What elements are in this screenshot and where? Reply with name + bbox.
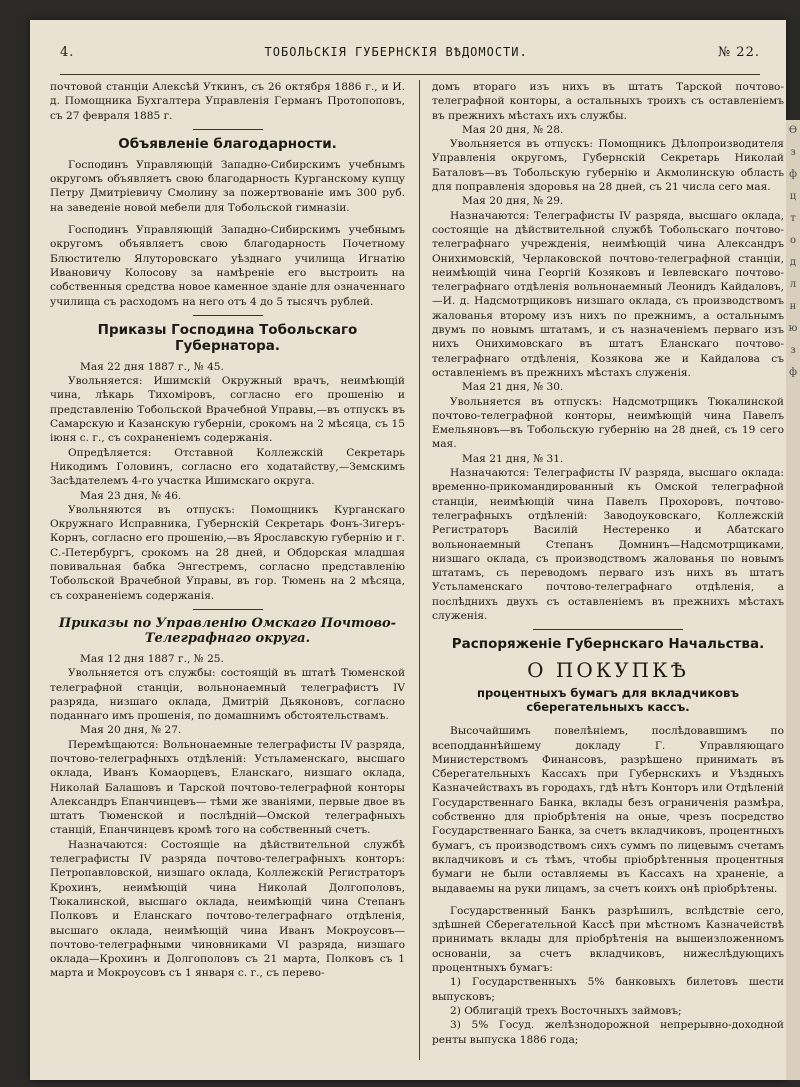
page-number: 4. xyxy=(60,44,75,60)
separator xyxy=(533,629,683,630)
paragraph: Назначаются: Телеграфисты IV разряда, высшаго оклада: временно-прикомандированный къ Омской телеграфной станціи, неимѣющій чина Павелъ Прохоровъ, почтово-телеграфныхъ отдѣленій: Заводоуковскаго, Коллежскій Регистраторъ Василій Нестеренко и Абатскаго вольнонаемный Степанъ Домнинъ—Надсмотрщиками, низшаго оклада, съ производствомъ жалованья по новымъ штатамъ, съ переводомъ перваго изъ нихъ въ штатъ Устьламенскаго почтово-телеграфнаго отдѣленія, а послѣднихъ двухъ съ оставленіемъ въ прежнихъ мѣстахъ служенія. xyxy=(432,467,784,622)
paragraph: Господинъ Управляющій Западно-Сибирскимъ учебнымъ округомъ объявляетъ свою благодарность Почетному Блюстителю Ялуторовскаго уѣзднаго училища Игнатію Ивановичу Колосову за намѣреніе его выстроить на собственныя средства новое каменное зданіе для означеннаго училища съ расходомъ на него отъ 4 до 5 тысячъ рублей. xyxy=(50,224,405,308)
separator xyxy=(193,129,263,130)
separator xyxy=(193,315,263,316)
order-date: Мая 23 дня, № 46. xyxy=(80,489,182,502)
section-heading-disposition: Распоряженіе Губернскаго Начальства. xyxy=(451,636,765,653)
paragraph: почтовой станціи Алексѣй Уткинъ, съ 26 октября 1886 г., и И. д. Помощника Бухгалтера Управленія Германъ Протопоповъ, съ 27 февраля 1885 г. xyxy=(50,81,405,122)
paragraph: Увольняются въ отпускъ: Помощникъ Курганскаго Окружнаго Исправника, Губернскій Секретарь Фонъ-Зигеръ-Корнъ, согласно его прошенію,—въ Ярославскую губернію и г. С.-Петербургъ, срокомъ на 28 дней, и Обдорская младшая повивальная бабка Энгестремъ, согласно представленію Тобольской Врачебной Управы, въ гор. Тюмень на 2 мѣсяца, съ сохраненіемъ содержанія. xyxy=(50,503,405,602)
order-date: Мая 20 дня, № 29. xyxy=(462,195,564,208)
article-title: О ПОКУПКѢ xyxy=(527,658,689,683)
order-date: Мая 12 дня 1887 г., № 25. xyxy=(80,652,224,665)
order-date: Мая 20 дня, № 28. xyxy=(462,123,564,136)
paragraph: Назначаются: Телеграфисты IV разряда, высшаго оклада, состоящіе на дѣйствительной службѣ Тобольскаго почтово-телеграфнаго учрежденія, неимѣющій чина Александръ Онихимовскій, Черлаковской почтово-телеграфной станціи, неимѣющій чина Георгій Козяковъ и Іевлевскаго почтово-телеграфнаго отдѣленія вольнонаемный Леонидъ Кайдаловъ,—И. д. Надсмотрщиковъ низшаго оклада, съ производствомъ жалованья второму изъ нихъ по прежнимъ, а остальнымъ двумъ по новымъ штатамъ, и съ назначеніемъ перваго изъ нихъ Онихимовскаго въ штатъ Еланскаго почтово-телеграфнаго отдѣленія, Козякова же и Кайдалова съ оставленіемъ въ прежнихъ мѣстахъ служенія. xyxy=(432,209,784,379)
separator xyxy=(193,609,263,610)
newspaper-title: ТОБОЛЬСКІЯ ГУБЕРНСКІЯ ВѢДОМОСТИ. xyxy=(264,45,528,59)
newspaper-page xyxy=(30,20,786,1080)
page-header xyxy=(60,30,760,75)
order-date: Мая 20 дня, № 27. xyxy=(80,724,182,737)
paragraph: Увольняется въ отпускъ: Надсмотрщикъ Тюкалинской почтово-телеграфной конторы, неимѣющій чина Павелъ Емельяновъ—въ Тобольскую губернію на 28 дней, съ 19 сего мая. xyxy=(432,395,784,451)
list-item: 1) Государственныхъ 5% банковыхъ билетовъ шести выпусковъ; xyxy=(432,976,784,1003)
paragraph: Господинъ Управляющій Западно-Сибирскимъ учебнымъ округомъ объявляетъ свою благодарность Курганскому купцу Петру Дмитріевичу Смолину за пожертвованіе имъ 300 руб. на заведеніе новой мебели для Тобольской гимназіи. xyxy=(50,158,405,214)
paragraph: Увольняется отъ службы: состоящій въ штатѣ Тюменской телеграфной станціи, вольнонаемный телеграфистъ IV разряда, низшаго оклада, Дмитрій Дьяконовъ, согласно поданнаго имъ прошенія, по домашнимъ обстоятельствамъ. xyxy=(50,667,405,723)
section-heading-orders: Приказы Господина Тобольскаго Губернатора. xyxy=(97,321,358,354)
order-date: Мая 22 дня 1887 г., № 45. xyxy=(80,360,224,373)
paragraph: домъ втораго изъ нихъ въ штатъ Тарской почтово-телеграфной конторы, а остальныхъ троихъ съ оставленіемъ въ прежнихъ мѣстахъ ихъ службы. xyxy=(432,81,784,122)
paragraph: Назначаются: Состоящіе на дѣйствительной службѣ телеграфисты IV разряда почтово-телеграфныхъ конторъ: Петропавловской, низшаго оклада, Коллежскій Регистраторъ Крохинъ, неимѣющій чина Николай Долгополовъ, Тюкалинской, высшаго оклада, неимѣющій чина Степанъ Полковъ и Еланскаго почтово-телеграфнаго отдѣленія, высшаго оклада, неимѣющій чина Иванъ Мокроусовъ—почтово-телеграфными чиновниками VI разряда, низшаго оклада—Крохинъ и Долгополовъ съ 21 марта, Полковъ съ 1 марта и Мокроусовъ съ 1 января с. г., съ перево- xyxy=(50,838,405,980)
paragraph: Перемѣщаются: Вольнонаемные телеграфисты IV разряда, почтово-телеграфныхъ отдѣленій: Устьламенскаго, высшаго оклада, Иванъ Комаорцевъ, Еланскаго, низшаго оклада, Николай Балашовъ и Тарской почтово-телеграфной конторы Александръ Епанчинцевъ— тѣми же званіями, первые двое въ штатъ Тюменской и послѣдній—Омской телеграфныхъ станцій, Епанчинцевъ кромѣ того на собственный счетъ. xyxy=(50,738,405,837)
right-column xyxy=(432,80,784,1070)
paragraph: Увольняется въ отпускъ: Помощникъ Дѣлопроизводителя Управленія округомъ, Губернскій Секретарь Николай Баталовъ—въ Тобольскую губернію и Акмолинскую область для поправленія здоровья на 28 дней, съ 21 числа сего мая. xyxy=(432,138,784,194)
adjacent-page-edge: Ѳ з ф ц т о д л н ю з ф xyxy=(786,120,800,1080)
issue-number: № 22. xyxy=(717,44,760,60)
paragraph: Высочайшимъ повелѣніемъ, послѣдовавшимъ по всеподданнѣйшему докладу Г. Управляющаго Министерствомъ Финансовъ, разрѣшено принимать въ Сберегательныхъ Кассахъ при Губернскихъ и Уѣздныхъ Казначействахъ въ городахъ, гдѣ нѣтъ Конторъ или Отдѣленій Государственнаго Банка, вклады безъ ограниченія размѣра, собственно для пріобрѣтенія на оные, чрезъ посредство Государственнаго Банка, за счетъ вкладчиковъ, процентныхъ бумагъ, съ производствомъ сихъ суммъ по лицевымъ счетамъ вкладчиковъ и съ тѣмъ, чтобы пріобрѣтенныя процентныя бумаги не были оставляемы въ Кассахъ на храненіе, а выдаваемы на руки лицамъ, за счетъ коихъ онѣ пріобрѣтены. xyxy=(432,725,784,895)
paragraph: Увольняется: Ишимскій Окружный врачъ, неимѣющій чина, лѣкарь Тихоміровъ, согласно его прошенію и представленію Тобольской Врачебной Управы,—въ отпускъ въ Самарскую и Казанскую губерніи, срокомъ на 2 мѣсяца, съ 15 іюня с. г., съ сохраненіемъ содержанія. xyxy=(50,375,405,445)
section-heading-omsk: Приказы по Управленію Омскаго Почтово-Телеграфнаго округа. xyxy=(58,615,397,646)
paragraph: Государственный Банкъ разрѣшилъ, вслѣдствіе сего, здѣшней Сберегательной Кассѣ при мѣстномъ Казначействѣ принимать вклады для пріобрѣтенія на вышеизложенномъ основаніи, за счетъ вкладчиковъ, нижеслѣдующихъ процентныхъ бумагъ: xyxy=(432,904,784,975)
article-subtitle: процентныхъ бумагъ для вкладчиковъ сберегательныхъ кассъ. xyxy=(477,686,739,715)
paragraph: Опредѣляется: Отставной Коллежскій Секретарь Никодимъ Головинъ, согласно его ходатайству,—Земскимъ Засѣдателемъ 4-го участка Ишимскаго округа. xyxy=(50,446,405,488)
list-item: 3) 5% Госуд. желѣзнодорожной непрерывно-доходной ренты выпуска 1886 года; xyxy=(432,1019,784,1046)
order-date: Мая 21 дня, № 30. xyxy=(462,381,564,394)
left-column xyxy=(50,80,405,1070)
section-heading-thanks: Объявленіе благодарности. xyxy=(118,135,337,152)
order-date: Мая 21 дня, № 31. xyxy=(462,452,564,465)
list-item: 2) Облигацій трехъ Восточныхъ займовъ; xyxy=(450,1004,682,1017)
column-divider xyxy=(419,80,420,1060)
